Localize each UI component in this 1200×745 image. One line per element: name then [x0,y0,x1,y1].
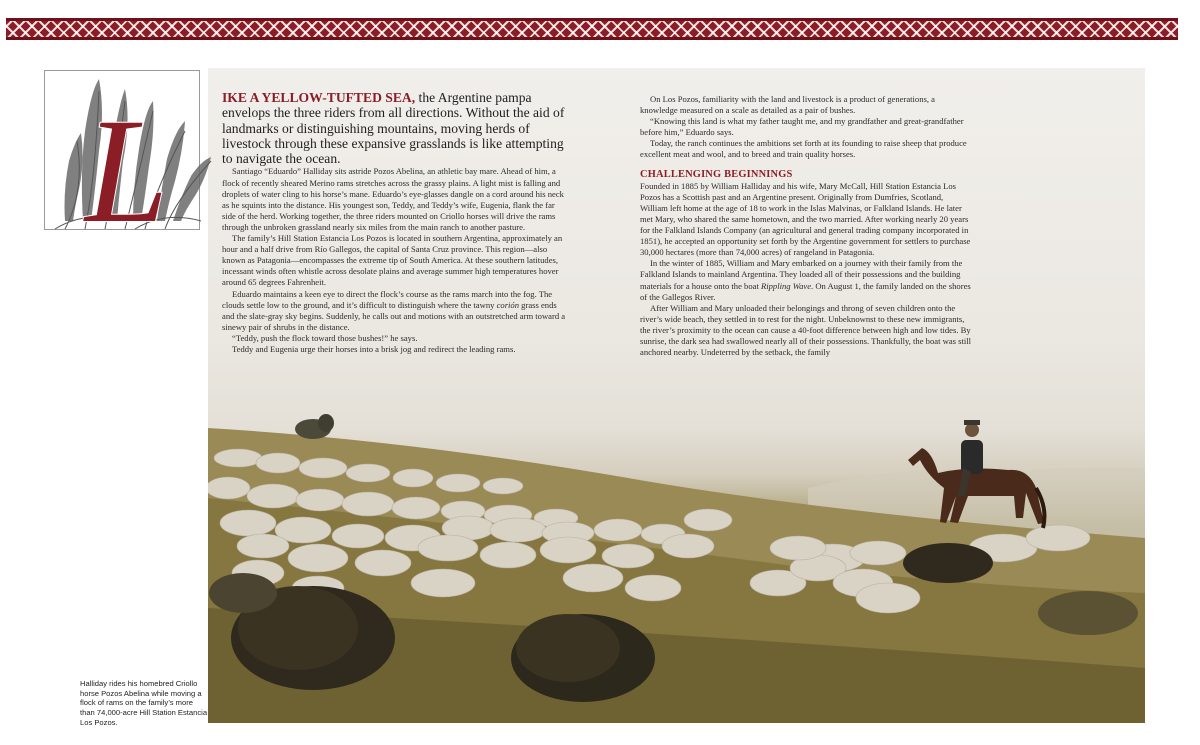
italic-term: corión [496,299,520,310]
lede-paragraph [222,90,568,166]
photo-caption: Halliday rides his homebred Criollo horse Pozos Abelina while moving a flock of rams on the family’s more than 74,000-acre Hill Station Estancia Los Pozos. [80,679,208,727]
article-column-left [222,90,568,355]
drop-cap-box [44,70,200,254]
boat-name: Rippling Wave [761,280,812,291]
body-paragraph: After William and Mary unloaded their belongings and throng of seven children onto the river’s wide beach, they settled in to rest for the night. Unbeknownst to these new immigrants, the river’s proximity to the ocean can cause a 40-foot difference between high and low tides. By sunrise, the dark sea had swallowed nearly all of their possessions. Thankfully, the boat was still anchored nearby. Undeterred by the setback, the family [640,302,972,358]
body-paragraph: “Knowing this land is what my father taught me, and my grandfather and great-grandfather before him,” Eduardo says. [640,116,964,138]
pampas-grass-illustration [25,71,225,254]
body-paragraph [222,289,568,333]
body-paragraph: Today, the ranch continues the ambitions set forth at its founding to raise sheep that produce excellent meat and wool, and to breed and train quality horses. [640,138,967,160]
body-paragraph: Teddy and Eugenia urge their horses into a brisk jog and redirect the leading rams. [232,343,516,354]
text-span: grass ends and the slate-gray sky begins. Suddenly, he calls out and motions with an outstretched arm toward a sinewy pair of shrubs in the distance. [222,299,566,332]
body-paragraph: Founded in 1885 by William Halliday and his wife, Mary McCall, Hill Station Estancia Los Pozos has a Scottish past and an Argentine present. Originally from Dumfries, Scotland, William left home at the age of 18 to work in the Islas Malvinas, or Falkland Islands. He later met Mary, who shared the same hometown, and the two married. After working nearly 20 years for the Falkland Islands Company (an agricultural and general trading company incorporated in 1851), he accepted an opportunity set forth by the Argentine government for settlers to purchase 30,000 hectares (more than 74,000 acres) of rangeland in Patagonia. [640,180,971,258]
text-span: Eduardo maintains a keen eye to direct the flock’s course as the rams march into the fog. The clouds settle low to the ground, and it’s difficult to distinguish where the tawny [222,288,553,310]
section-subhead: CHALLENGING BEGINNINGS [640,168,793,180]
drop-cap-letter: L [85,88,169,254]
lede-lead-in: IKE A YELLOW-TUFTED SEA, [222,90,416,105]
lede-text: the Argentine pampa envelops the three riders from all directions. Without the aid of landmarks or distinguishing mountains, moving herds of livestock through these expansive grasslands is like attempting to navigate the ocean. [222,90,565,167]
text-span: . On August 1, the family landed on the shores of the Gallegos River. [640,280,971,302]
body-paragraph: “Teddy, push the flock toward those bushes!” he says. [232,332,418,343]
body-paragraph: Santiago “Eduardo” Halliday sits astride Pozos Abelina, an athletic bay mare. Ahead of him, a flock of recently sheared Merino rams stretches across the grassy plains. A light mist is falling and droplets of water cling to his horse’s mane. Eduardo’s eye-glasses dangle on a cord around his neck as he squints into the distance. His youngest son, Teddy, and Teddy’s wife, Eugenia, flank the far side of the herd. Working together, the three riders mounted on Criollo horses will drive the rams through the unbroken grassland nearly six miles from the main ranch to another pasture. [222,166,564,232]
body-paragraph: The family’s Hill Station Estancia Los Pozos is located in southern Argentina, approximately an hour and a half drive from Río Gallegos, the capital of Santa Cruz province. This region—also known as Patagonia—encompasses the extreme tip of South America. At these southern latitudes, incessant winds often whistle across desolate plains and average summer high temperatures hover around 65 degrees Fahrenheit. [222,233,563,288]
article-column-right [640,94,972,358]
decorative-woven-band [6,18,1178,40]
body-paragraph [640,258,972,302]
body-paragraph: On Los Pozos, familiarity with the land and livestock is a product of generations, a knowledge measured on a scale as detailed as a pair of bushes. [640,94,935,116]
text-span: In the winter of 1885, William and Mary embarked on a journey with their family from the Falkland Islands to mainland Argentina. They loaded all of their possessions and the building materials for a house onto the boat [640,258,963,291]
